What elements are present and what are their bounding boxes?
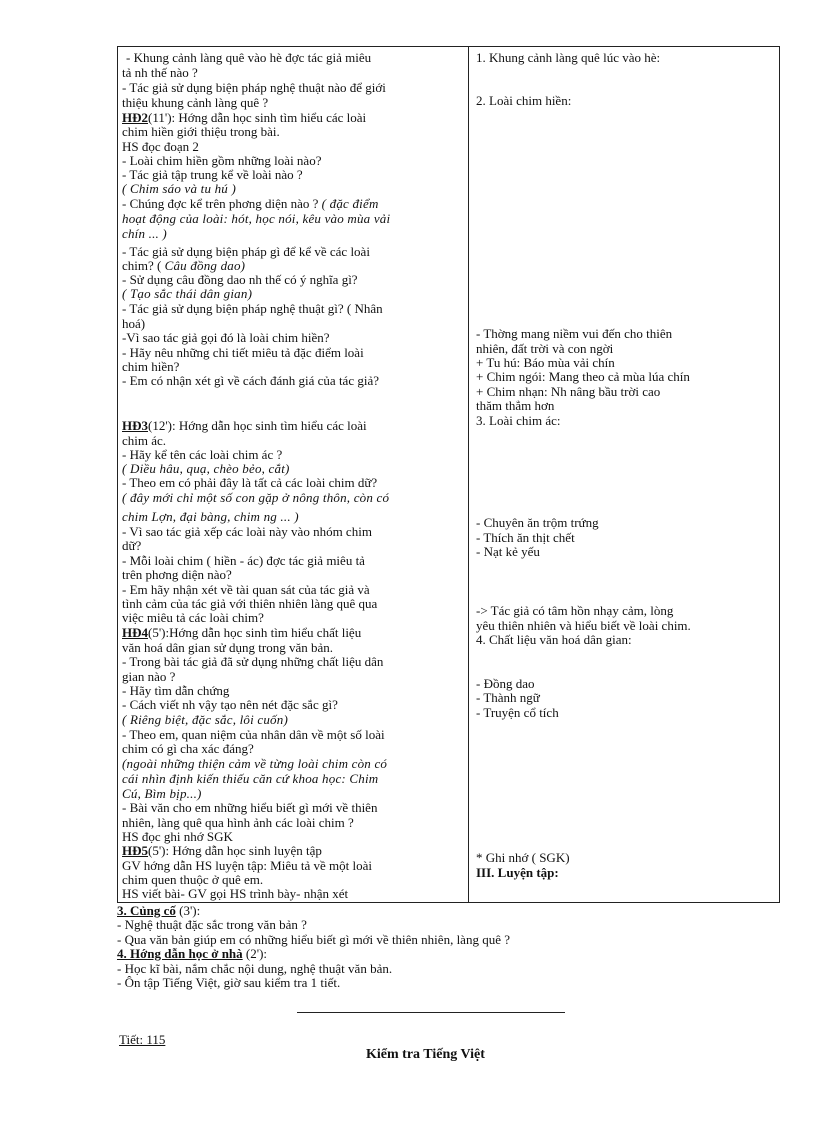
question-line: - Tác giả sử dụng biện pháp nghệ thuật gì? ( Nhân <box>122 301 383 316</box>
content-line: * Ghi nhớ ( SGK) <box>476 850 570 865</box>
answer-line: Cú, Bìm bịp...) <box>122 786 202 801</box>
question-line: - Khung cảnh làng quê vào hè đợc tác giả miêu <box>126 50 372 65</box>
activity-label: HĐ3 <box>122 418 148 433</box>
question-line: - Tác giả sử dụng biện pháp gì để kể về các loài <box>122 244 370 259</box>
answer-line: ( Tạo sắc thái dân gian) <box>122 286 253 301</box>
section-heading: 2. Loài chim hiền: <box>476 93 572 108</box>
activity-text: (5'): Hớng dẫn học sinh luyện tập <box>148 843 322 858</box>
homework-time: (2'): <box>242 946 268 961</box>
content-line: - Nạt kẻ yếu <box>476 544 540 559</box>
content-line: thăm thẳm hơn <box>476 398 555 413</box>
activity-heading-hd5 <box>122 843 322 858</box>
question-line: chim hiền giới thiệu trong bài. <box>122 124 280 139</box>
question-line: - Hãy kể tên các loài chim ác ? <box>122 447 283 462</box>
consolidation-time: (3'): <box>175 903 201 918</box>
answer-text: Câu đồng dao) <box>164 258 246 273</box>
activity-label: HĐ5 <box>122 843 148 858</box>
activity-heading-hd3 <box>122 418 367 433</box>
question-line: HS viết bài- GV gọi HS trình bày- nhận xét <box>122 886 349 901</box>
consolidation-heading <box>117 903 200 918</box>
question-line: nhiên, làng quê qua hình ảnh các loài chim ? <box>122 815 354 830</box>
question-line: - Em hãy nhận xét về tài quan sát của tác giả và <box>122 582 370 597</box>
question-line: gian nào ? <box>122 669 176 684</box>
question-line: - Theo em có phải đây là tất cả các loài chim dữ? <box>122 475 378 490</box>
activity-heading-hd2 <box>122 110 366 125</box>
question-line: - Bài văn cho em những hiểu biết gì mới về thiên <box>122 800 378 815</box>
question-line <box>122 196 379 211</box>
question-line: - Hãy nêu những chi tiết miêu tả đặc điểm loài <box>122 345 364 360</box>
question-line: - Loài chim hiền gồm những loài nào? <box>122 153 322 168</box>
activity-label: HĐ2 <box>122 110 148 125</box>
consolidation-label: 3. Củng cố <box>117 903 176 918</box>
content-line: + Chim nhạn: Nh nâng bầu trời cao <box>476 384 661 399</box>
question-line: - Em có nhận xét gì về cách đánh giá của tác giả? <box>122 373 379 388</box>
answer-text: ( đặc điểm <box>321 196 379 211</box>
question-line: tả nh thế nào ? <box>122 65 198 80</box>
section-heading: 4. Chất liệu văn hoá dân gian: <box>476 632 632 647</box>
homework-label: 4. Hớng dẫn học ở nhà <box>117 946 243 961</box>
question-line: thiệu khung cảnh làng quê ? <box>122 95 269 110</box>
question-line: chim quen thuộc ở quê em. <box>122 872 264 887</box>
footer-line: - Nghệ thuật đặc sắc trong văn bản ? <box>117 917 307 932</box>
question-line: GV hớng dẫn HS luyện tập: Miêu tả về một loài <box>122 858 372 873</box>
content-line: + Tu hú: Báo mùa vải chín <box>476 355 615 370</box>
footer-line: - Học kĩ bài, nắm chắc nội dung, nghệ thuật văn bản. <box>117 961 393 976</box>
question-line: HS đọc đoạn 2 <box>122 139 199 154</box>
content-line: - Đồng dao <box>476 676 535 691</box>
answer-line: cái nhìn định kiến thiếu căn cứ khoa học: Chim <box>122 771 379 786</box>
question-line: chim ác. <box>122 433 167 448</box>
answer-line: ( Diều hâu, quạ, chèo bẻo, cắt) <box>122 461 290 476</box>
question-line: dữ? <box>122 538 142 553</box>
activity-label: HĐ4 <box>122 625 148 640</box>
question-line: - Mỗi loài chim ( hiền - ác) đợc tác giả miêu tả <box>122 553 365 568</box>
question-line: - Vì sao tác giả xếp các loài này vào nhóm chim <box>122 524 372 539</box>
content-line: nhiên, đất trời và con ngời <box>476 341 614 356</box>
answer-line: chim Lợn, đại bàng, chim ng ... ) <box>122 509 299 524</box>
question-line: hoá) <box>122 316 146 331</box>
section-heading: 3. Loài chim ác: <box>476 413 561 428</box>
content-line: yêu thiên nhiên và hiểu biết về loài chim. <box>476 618 691 633</box>
content-line: - Chuyên ăn trộm trứng <box>476 515 599 530</box>
question-line: - Sử dụng câu đồng dao nh thế có ý nghĩa gì? <box>122 272 358 287</box>
footer-line: - Ôn tập Tiếng Việt, giờ sau kiểm tra 1 tiết. <box>117 975 341 990</box>
question-line: HS đọc ghi nhớ SGK <box>122 829 233 844</box>
content-line: - Thích ăn thịt chết <box>476 530 575 545</box>
content-line: + Chim ngói: Mang theo cả mùa lúa chín <box>476 369 690 384</box>
question-line: chim hiền? <box>122 359 180 374</box>
content-line: - Thành ngữ <box>476 690 540 705</box>
question-line: chim có gì cha xác đáng? <box>122 741 254 756</box>
divider <box>297 1012 565 1013</box>
activity-text: (5'):Hớng dẫn học sinh tìm hiểu chất liệu <box>148 625 362 640</box>
question-line: - Trong bài tác giả đã sử dụng những chất liệu dân <box>122 654 384 669</box>
activity-text: (11'): Hớng dẫn học sinh tìm hiểu các loài <box>148 110 367 125</box>
answer-line: ( Chim sáo và tu hú ) <box>122 181 236 196</box>
question-text: - Chúng đợc kể trên phơng diện nào ? <box>122 196 322 211</box>
question-line: - Theo em, quan niệm của nhân dân về một số loài <box>122 727 385 742</box>
question-line: - Cách viết nh vậy tạo nên nét đặc sắc gì? <box>122 697 338 712</box>
question-line: - Hãy tìm dẫn chứng <box>122 683 230 698</box>
question-line: - Tác giả tập trung kể về loài nào ? <box>122 167 303 182</box>
activity-text: (12'): Hớng dẫn học sinh tìm hiểu các loài <box>148 418 367 433</box>
lesson-number: Tiết: 115 <box>119 1032 166 1047</box>
question-line: tình cảm của tác giả với thiên nhiên làng quê qua <box>122 596 378 611</box>
homework-heading <box>117 946 267 961</box>
answer-line: chín ... ) <box>122 226 167 241</box>
content-line: - Thờng mang niềm vui đến cho thiên <box>476 326 673 341</box>
question-line <box>122 258 245 273</box>
activity-heading-hd4 <box>122 625 361 640</box>
question-line: văn hoá dân gian sử dụng trong văn bản. <box>122 640 334 655</box>
content-line: -> Tác giả có tâm hồn nhạy cảm, lòng <box>476 603 674 618</box>
question-line: -Vì sao tác giả gọi đó là loài chim hiền? <box>122 330 330 345</box>
question-line: - Tác giả sử dụng biện pháp nghệ thuật nào để giới <box>122 80 386 95</box>
answer-line: ( Riêng biệt, đặc sắc, lôi cuốn) <box>122 712 288 727</box>
answer-line: ( đây mới chỉ một số con gặp ở nông thôn, còn có <box>122 490 390 505</box>
question-line: việc miêu tả các loài chim? <box>122 610 264 625</box>
question-line: trên phơng diện nào? <box>122 567 232 582</box>
content-column <box>469 47 780 903</box>
content-line: - Truyện cổ tích <box>476 705 559 720</box>
answer-line: (ngoài những thiện cảm về từng loài chim còn có <box>122 756 388 771</box>
footer-line: - Qua văn bản giúp em có những hiểu biết gì mới về thiên nhiên, làng quê ? <box>117 932 510 947</box>
section-heading: 1. Khung cảnh làng quê lúc vào hè: <box>476 50 661 65</box>
question-text: chim? ( <box>122 258 165 273</box>
next-lesson-title: Kiểm tra Tiếng Việt <box>366 1047 485 1062</box>
answer-line: hoạt động của loài: hót, học nói, kêu vào mùa vải <box>122 211 391 226</box>
section-heading: III. Luyện tập: <box>476 865 559 880</box>
